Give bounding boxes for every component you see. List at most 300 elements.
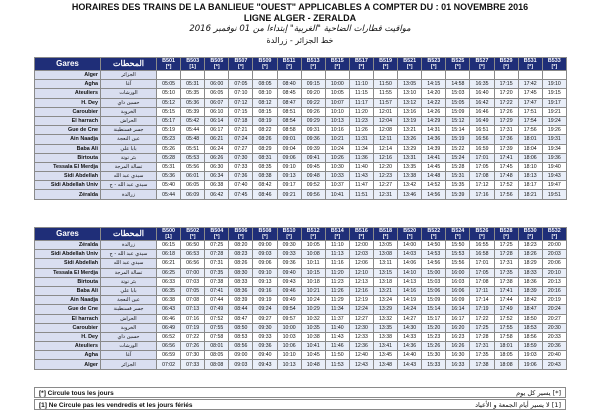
departure-time: 09:40 [277,268,301,277]
departure-time: 09:16 [253,286,277,295]
departure-time: 19:24 [542,116,566,125]
train-header [181,228,205,241]
departure-time: 09:21 [277,190,301,199]
departure-time: 09:30 [253,323,277,332]
departure-time: 09:03 [229,360,253,369]
train-note: [*] [527,64,534,70]
departure-time: 16:17 [446,314,470,323]
departure-time: 16:20 [446,323,470,332]
train-number: B517 [354,58,368,64]
station-name-ar: جسر قسنطينة [101,126,157,135]
departure-time: 13:08 [373,250,397,259]
train-header [277,228,301,241]
departure-time: 14:30 [398,323,422,332]
departure-time: 14:43 [398,360,422,369]
departure-time: 17:08 [470,172,494,181]
departure-time: 06:18 [157,250,181,259]
departure-time: 15:28 [446,162,470,171]
departure-time: 09:30 [277,241,301,250]
table-row [35,144,567,153]
departure-time: 13:29 [373,305,397,314]
station-name: Caroubier [35,107,101,116]
departure-time: 11:10 [349,80,373,89]
departure-time: 08:44 [229,305,253,314]
departure-time: 06:52 [157,332,181,341]
departure-time: 13:46 [398,190,422,199]
departure-time: 17:11 [470,286,494,295]
departure-time: 08:54 [277,116,301,125]
train-header [470,58,494,71]
departure-time: 08:22 [253,126,277,135]
train-header [349,228,373,241]
station-name: Alger [35,71,101,80]
departure-time: 16:26 [446,342,470,351]
train-number: B507 [234,58,248,64]
departure-time: 09:24 [253,305,277,314]
table-row [35,181,567,190]
table-row [35,342,567,351]
departure-time: 08:38 [253,172,277,181]
train-header [229,228,253,241]
departure-time: 07:05 [229,80,253,89]
departure-time: 14:06 [398,259,422,268]
train-number: B504 [210,228,224,234]
departure-time [398,71,422,80]
departure-time: 09:00 [253,241,277,250]
train-header [253,228,277,241]
departure-time: 08:20 [229,241,253,250]
station-name: Tessala El Merdja [35,162,101,171]
departure-time: 17:54 [518,116,542,125]
train-header [325,228,349,241]
line-fr: LIGNE ALGER - ZERALDA [243,13,357,23]
train-header [494,58,518,71]
train-header [494,228,518,241]
departure-time: 06:01 [181,172,205,181]
timetable-zeralda-alger [34,227,567,370]
departure-time: 06:38 [205,181,229,190]
legend-daily [34,387,566,398]
departure-time: 17:05 [470,268,494,277]
station-name: Baba Ali [35,286,101,295]
train-header [301,58,325,71]
departure-time: 08:23 [229,250,253,259]
departure-time: 05:53 [181,153,205,162]
train-number: B508 [258,228,272,234]
departure-time: 14:50 [422,241,446,250]
train-note: [*] [430,234,437,240]
departure-time: 10:05 [325,89,349,98]
station-name: Gue de Cne [35,305,101,314]
departure-time: 06:25 [157,268,181,277]
departure-time: 15:14 [446,126,470,135]
departure-time: 15:12 [446,116,470,125]
train-note: [*] [503,64,509,70]
departure-time: 07:05 [181,286,205,295]
departure-time: 18:10 [518,162,542,171]
departure-time: 16:33 [446,360,470,369]
departure-time [518,71,542,80]
train-note: [*] [310,64,317,70]
departure-time: 19:06 [518,360,542,369]
departure-time: 13:24 [373,296,397,305]
train-note: [*] [286,64,292,70]
train-note: [*] [479,234,485,240]
departure-time: 11:16 [325,259,349,268]
station-name-ar: الحراش [101,314,157,323]
train-number: B530 [523,228,537,234]
train-header [373,228,397,241]
table-row [35,71,567,80]
departure-time: 20:19 [542,296,566,305]
departure-time: 09:56 [301,190,325,199]
departure-time: 20:16 [542,286,566,295]
departure-time: 17:15 [494,80,518,89]
departure-time: 09:15 [301,80,325,89]
departure-time: 17:22 [470,314,494,323]
departure-time: 09:52 [301,181,325,190]
departure-time: 06:49 [157,323,181,332]
train-header [301,228,325,241]
departure-time: 07:58 [205,332,229,341]
departure-time: 12:20 [373,162,397,171]
departure-time: 18:06 [518,153,542,162]
departure-time [470,71,494,80]
departure-time: 06:00 [205,80,229,89]
departure-time: 16:35 [470,80,494,89]
departure-time: 19:36 [542,153,566,162]
departure-time: 13:16 [398,107,422,116]
departure-time [301,71,325,80]
departure-time: 05:31 [181,80,205,89]
departure-time: 14:00 [398,241,422,250]
departure-time: 06:05 [181,181,205,190]
station-name-ar: الجزائر [101,360,157,369]
station-name: Caroubier [35,323,101,332]
train-header [422,228,446,241]
train-header [205,228,229,241]
departure-time: 08:35 [253,162,277,171]
departure-time: 11:50 [325,351,349,360]
departure-time: 18:33 [518,268,542,277]
departure-time: 15:33 [422,360,446,369]
departure-time: 09:10 [253,268,277,277]
departure-time: 08:50 [229,323,253,332]
departure-time: 17:56 [518,126,542,135]
departure-time: 11:34 [325,305,349,314]
station-name-ar: بئر توتة [101,153,157,162]
departure-time: 19:34 [542,144,566,153]
departure-time: 07:03 [181,277,205,286]
departure-time: 11:26 [325,286,349,295]
departure-time: 08:40 [277,80,301,89]
departure-time: 12:43 [349,360,373,369]
train-header [349,58,373,71]
departure-time: 07:33 [181,360,205,369]
train-number: B509 [258,58,272,64]
departure-time: 12:14 [373,144,397,153]
departure-time: 20:13 [542,277,566,286]
departure-time: 09:27 [253,314,277,323]
departure-time: 14:20 [422,89,446,98]
departure-time: 15:19 [446,135,470,144]
departure-time: 12:01 [373,107,397,116]
departure-time: 18:04 [518,144,542,153]
departure-time [422,71,446,80]
train-note: [*] [262,64,268,70]
departure-time: 18:01 [518,135,542,144]
departure-time: 15:39 [446,190,470,199]
departure-time: 07:18 [229,116,253,125]
departure-time: 10:33 [325,172,349,181]
departure-time: 07:30 [229,153,253,162]
table-row [35,305,567,314]
departure-time: 07:38 [205,277,229,286]
departure-time: 07:02 [157,360,181,369]
departure-time: 15:00 [422,268,446,277]
departure-time: 07:45 [229,190,253,199]
departure-time: 14:45 [422,162,446,171]
departure-time: 20:00 [542,241,566,250]
station-name-ar: زرالدة [101,241,157,250]
station-name-ar: عين النعجة [101,135,157,144]
departure-time: 07:00 [181,268,205,277]
departure-time: 09:45 [301,162,325,171]
departure-time: 17:01 [470,259,494,268]
departure-time: 20:10 [542,268,566,277]
departure-time: 16:30 [446,351,470,360]
train-number: B519 [379,58,392,64]
departure-time: 15:05 [446,98,470,107]
departure-time: 17:35 [494,268,518,277]
departure-time: 07:25 [205,241,229,250]
departure-time: 16:51 [470,126,494,135]
train-header [398,58,422,71]
departure-time: 12:30 [349,323,373,332]
departure-time: 05:19 [157,126,181,135]
departure-time: 10:35 [301,323,325,332]
train-number: B522 [427,228,441,234]
departure-time: 18:39 [518,286,542,295]
departure-time: 17:38 [494,277,518,286]
departure-time: 13:32 [373,314,397,323]
departure-time: 13:21 [373,286,397,295]
departure-time: 11:34 [349,144,373,153]
departure-time: 06:46 [157,314,181,323]
departure-time: 10:21 [301,286,325,295]
departure-time: 19:26 [542,126,566,135]
departure-time: 10:11 [301,259,325,268]
departure-time: 09:33 [277,250,301,259]
departure-time: 19:40 [542,162,566,171]
departure-time: 14:19 [398,296,422,305]
departure-time: 07:41 [205,286,229,295]
departure-time: 08:47 [229,314,253,323]
departure-time: 17:12 [470,181,494,190]
departure-time: 19:47 [542,181,566,190]
departure-time: 10:21 [325,135,349,144]
departure-time: 15:23 [422,332,446,341]
departure-time [277,71,301,80]
legend-daily-ar: [*] يسير كل يوم [516,389,561,397]
departure-time: 18:36 [518,277,542,286]
departure-time: 11:31 [349,135,373,144]
departure-time: 05:23 [157,135,181,144]
departure-time: 06:05 [205,89,229,98]
departure-time: 15:50 [446,241,470,250]
departure-time: 17:38 [470,360,494,369]
train-number: B521 [403,58,417,64]
departure-time: 09:54 [277,305,301,314]
departure-time: 15:03 [422,277,446,286]
departure-time: 12:16 [349,286,373,295]
departure-time: 18:13 [518,172,542,181]
train-number: B529 [499,58,513,64]
train-note: [*] [455,64,461,70]
departure-time: 09:06 [253,259,277,268]
departure-time: 06:53 [181,250,205,259]
departure-time: 06:35 [157,286,181,295]
station-name: Sidi Abdellah Univ [35,181,101,190]
station-name: Baba Ali [35,144,101,153]
departure-time: 05:10 [157,89,181,98]
departure-time: 10:10 [325,107,349,116]
departure-time: 18:01 [494,342,518,351]
station-name-ar: حسين داي [101,332,157,341]
departure-time: 13:05 [373,241,397,250]
train-header [325,58,349,71]
departure-time: 09:49 [277,296,301,305]
departure-time: 10:10 [277,351,301,360]
departure-time: 19:17 [542,98,566,107]
train-note: [*] [310,234,317,240]
table-row [35,314,567,323]
departure-time: 17:08 [470,277,494,286]
departure-time: 09:01 [277,135,301,144]
station-name: Ateuliers [35,89,101,98]
station-name-ar: سيدي عبد الله [101,259,157,268]
departure-time: 20:03 [542,250,566,259]
departure-time: 17:58 [494,332,518,341]
station-name-ar: بئر توتة [101,277,157,286]
departure-time: 07:24 [229,135,253,144]
departure-time: 09:31 [301,126,325,135]
departure-time [494,71,518,80]
departure-time: 14:41 [422,153,446,162]
departure-time: 17:31 [470,342,494,351]
departure-time: 12:04 [373,116,397,125]
title-fr: HORAIRES DES TRAINS DE LA BANLIEUE "OUEST" APPLICABLES A COMPTER DU : 01 NOVEMBRE 2016 [71,2,529,12]
train-note: [*] [406,234,413,240]
departure-time: 15:53 [446,250,470,259]
departure-time: 11:20 [325,268,349,277]
departure-time: 14:13 [398,277,422,286]
departure-time: 14:48 [422,172,446,181]
departure-time [229,71,253,80]
departure-time: 06:17 [205,126,229,135]
table-row [35,162,567,171]
departure-time: 18:42 [518,296,542,305]
station-name: Gue de Cne [35,126,101,135]
station-name-ar: سيدي عبد الله [101,172,157,181]
departure-time: 17:20 [494,89,518,98]
departure-time: 09:43 [277,277,301,286]
station-name-ar: الورشات [101,342,157,351]
departure-time: 09:48 [301,172,325,181]
departure-time: 12:10 [349,268,373,277]
departure-time: 17:25 [494,241,518,250]
station-name-ar: الخروبة [101,107,157,116]
station-name: H. Dey [35,332,101,341]
departure-time: 11:53 [325,360,349,369]
departure-time: 06:26 [205,153,229,162]
departure-time [542,71,566,80]
departure-time: 08:26 [229,259,253,268]
departure-time: 17:41 [494,286,518,295]
departure-time: 18:21 [518,190,542,199]
train-note: [*] [430,64,437,70]
train-note: [*] [213,234,220,240]
legend-not-fridays-fr: [1] Ne Circule pas les vendredis et les jours fériés [39,402,193,409]
departure-time: 19:03 [518,351,542,360]
departure-time: 13:41 [373,342,397,351]
departure-time: 12:19 [349,296,373,305]
departure-time: 11:17 [349,98,373,107]
departure-time: 07:49 [205,305,229,314]
departure-time: 06:33 [157,277,181,286]
departure-time: 05:26 [157,144,181,153]
station-name-ar: سيدي عبد الله - ج [101,181,157,190]
departure-time: 17:42 [518,80,542,89]
train-note: [*] [213,64,220,70]
departure-time: 08:05 [253,80,277,89]
departure-time: 10:08 [301,250,325,259]
departure-time: 10:00 [277,323,301,332]
departure-time: 06:14 [205,116,229,125]
departure-time: 17:35 [470,351,494,360]
departure-time: 10:00 [325,80,349,89]
train-number: B502 [186,228,200,234]
departure-time: 13:21 [398,126,422,135]
train-note: [*] [382,234,389,240]
departure-time: 17:31 [494,259,518,268]
departure-time: 12:33 [349,332,373,341]
departure-time: 16:00 [446,268,470,277]
departure-time: 12:11 [373,135,397,144]
departure-time: 18:23 [518,241,542,250]
train-number: B528 [499,228,513,234]
departure-time: 08:36 [229,286,253,295]
train-note: [*] [551,234,558,240]
train-number: B520 [403,228,417,234]
station-name: Zéralda [35,190,101,199]
departure-time: 19:43 [542,172,566,181]
departure-time: 13:48 [373,360,397,369]
table-row [35,360,567,369]
departure-time: 10:26 [325,153,349,162]
departure-time: 09:03 [253,250,277,259]
train-header [181,58,205,71]
departure-time: 10:41 [325,190,349,199]
departure-time: 11:26 [349,126,373,135]
station-name-ar: الحراش [101,116,157,125]
departure-time: 14:36 [398,342,422,351]
departure-time: 06:59 [157,351,181,360]
departure-time: 17:16 [470,190,494,199]
departure-time: 16:42 [470,98,494,107]
departure-time: 11:13 [325,250,349,259]
departure-time: 19:21 [542,107,566,116]
